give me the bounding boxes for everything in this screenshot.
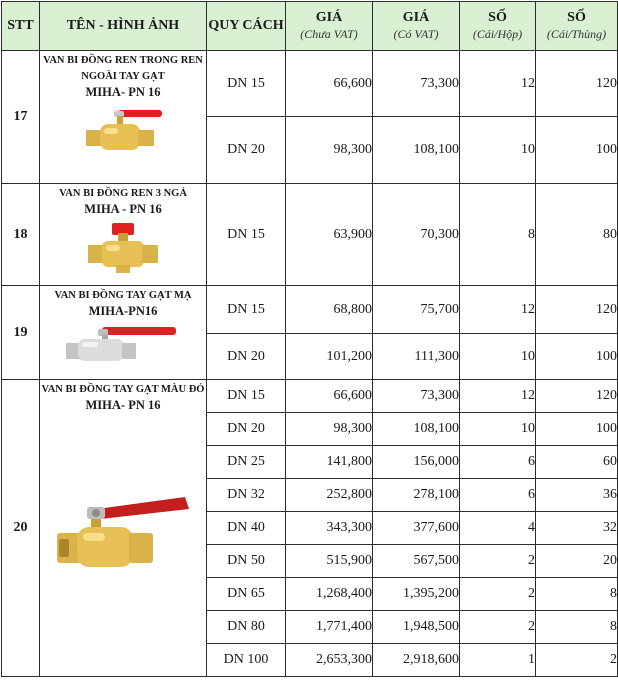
spec-cell: DN 20 [207,117,286,184]
spec-cell: DN 25 [207,446,286,479]
price-cell: 2,653,300 [286,644,373,677]
qty-box-cell: 1 [460,644,536,677]
stt-cell: 19 [2,286,40,380]
price-vat-cell: 108,100 [373,413,460,446]
product-model: MIHA-PN16 [88,304,158,318]
three-way-brass-valve-icon [80,221,166,273]
chrome-ball-valve-icon [58,323,188,363]
price-vat-cell: 1,395,200 [373,578,460,611]
table-body [2,51,618,677]
product-name-cell [40,286,207,380]
spec-cell: DN 20 [207,334,286,380]
stt-cell: 20 [2,380,40,677]
table-row [2,380,618,413]
stt-cell: 17 [2,51,40,184]
price-vat-cell: 156,000 [373,446,460,479]
price-cell: 68,800 [286,286,373,334]
product-model: MIHA- PN 16 [85,398,161,412]
price-vat-cell: 73,300 [373,51,460,117]
qty-crate-cell: 8 [536,611,618,644]
spec-cell: DN 20 [207,413,286,446]
header-per-box: SỐ (Cái/Hộp) [460,2,536,51]
qty-box-cell: 2 [460,578,536,611]
product-name: VAN BI ĐỒNG REN TRONG REN NGOÀI TAY GẠT [43,55,203,82]
qty-crate-cell: 60 [536,446,618,479]
qty-box-cell: 6 [460,479,536,512]
price-cell: 515,900 [286,545,373,578]
price-cell: 141,800 [286,446,373,479]
price-vat-cell: 2,918,600 [373,644,460,677]
spec-cell: DN 100 [207,644,286,677]
price-vat-cell: 278,100 [373,479,460,512]
product-name: VAN BI ĐỒNG REN 3 NGẢ [59,188,187,199]
qty-crate-cell: 8 [536,578,618,611]
price-cell: 98,300 [286,117,373,184]
header-price-no-vat: GIÁ (Chưa VAT) [286,2,373,51]
header-name: TÊN - HÌNH ẢNH [40,2,207,51]
qty-box-cell: 6 [460,446,536,479]
spec-cell: DN 32 [207,479,286,512]
table-row [2,286,618,334]
qty-box-cell: 10 [460,117,536,184]
table-row [2,51,618,117]
price-vat-cell: 70,300 [373,184,460,286]
qty-box-cell: 10 [460,334,536,380]
qty-crate-cell: 80 [536,184,618,286]
product-name: VAN BI ĐỒNG TAY GẠT MÀU ĐỎ [41,384,205,395]
brass-ball-valve-red-handle-icon [53,489,193,569]
price-vat-cell: 567,500 [373,545,460,578]
qty-box-cell: 2 [460,611,536,644]
price-cell: 1,268,400 [286,578,373,611]
price-cell: 1,771,400 [286,611,373,644]
price-vat-cell: 108,100 [373,117,460,184]
table-header [2,2,618,51]
qty-box-cell: 8 [460,184,536,286]
qty-box-cell: 10 [460,413,536,446]
price-cell: 66,600 [286,380,373,413]
spec-cell: DN 15 [207,184,286,286]
qty-box-cell: 4 [460,512,536,545]
price-cell: 63,900 [286,184,373,286]
price-cell: 101,200 [286,334,373,380]
qty-box-cell: 12 [460,380,536,413]
price-vat-cell: 75,700 [373,286,460,334]
price-vat-cell: 111,300 [373,334,460,380]
header-per-crate: SỐ (Cái/Thùng) [536,2,618,51]
price-cell: 98,300 [286,413,373,446]
spec-cell: DN 40 [207,512,286,545]
product-name-cell [40,51,207,184]
qty-crate-cell: 32 [536,512,618,545]
qty-crate-cell: 120 [536,286,618,334]
price-table [1,1,618,677]
header-spec: QUY CÁCH [207,2,286,51]
qty-crate-cell: 100 [536,117,618,184]
header-price-vat: GIÁ (Có VAT) [373,2,460,51]
spec-cell: DN 15 [207,380,286,413]
qty-box-cell: 2 [460,545,536,578]
product-name-cell [40,184,207,286]
qty-crate-cell: 100 [536,413,618,446]
spec-cell: DN 50 [207,545,286,578]
product-model: MIHA- PN 16 [85,85,161,99]
price-cell: 66,600 [286,51,373,117]
product-name: VAN BI ĐỒNG TAY GẠT MẠ [54,290,192,301]
spec-cell: DN 65 [207,578,286,611]
spec-cell: DN 15 [207,286,286,334]
qty-crate-cell: 36 [536,479,618,512]
qty-crate-cell: 120 [536,380,618,413]
red-lever-brass-ball-valve-icon [80,104,166,154]
qty-crate-cell: 120 [536,51,618,117]
price-cell: 252,800 [286,479,373,512]
qty-box-cell: 12 [460,51,536,117]
price-vat-cell: 377,600 [373,512,460,545]
spec-cell: DN 15 [207,51,286,117]
price-cell: 343,300 [286,512,373,545]
qty-crate-cell: 2 [536,644,618,677]
stt-cell: 18 [2,184,40,286]
qty-crate-cell: 20 [536,545,618,578]
price-vat-cell: 73,300 [373,380,460,413]
price-vat-cell: 1,948,500 [373,611,460,644]
product-name-cell [40,380,207,677]
qty-box-cell: 12 [460,286,536,334]
table-row [2,184,618,286]
header-stt: STT [2,2,40,51]
product-model: MIHA - PN 16 [84,202,162,216]
qty-crate-cell: 100 [536,334,618,380]
spec-cell: DN 80 [207,611,286,644]
header-row [2,2,618,51]
